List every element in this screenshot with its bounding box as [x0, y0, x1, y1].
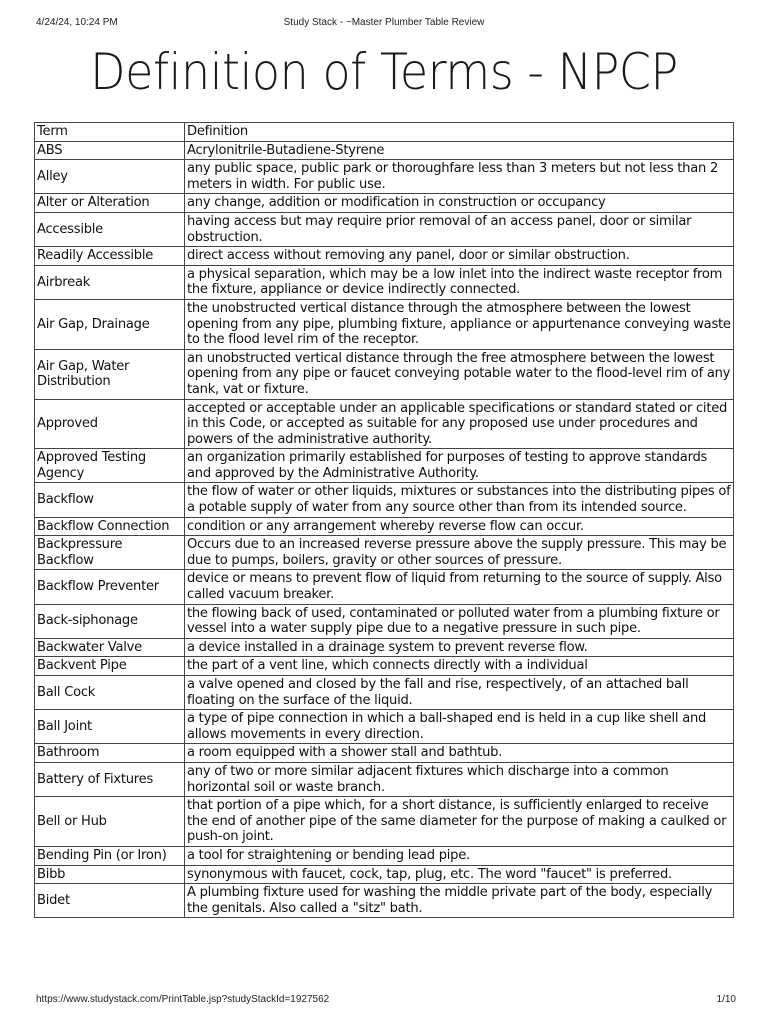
- table-row: [35, 247, 734, 266]
- table-row: [35, 744, 734, 763]
- table-row: [35, 797, 734, 847]
- page-title: Definition of Terms - NPCP: [90, 43, 678, 101]
- table-row: [35, 884, 734, 918]
- header-term: Term: [35, 123, 185, 142]
- definition-cell: Occurs due to an increased reverse pressure above the supply pressure. This may be due to pumps, boilers, gravity or other sources of pressure.: [185, 536, 734, 570]
- term-cell: Airbreak: [35, 265, 185, 299]
- header-definition: Definition: [185, 123, 734, 142]
- definition-cell: a physical separation, which may be a low inlet into the indirect waste receptor from the fixture, appliance or device indirectly connected.: [185, 265, 734, 299]
- definition-cell: an organization primarily established for purposes of testing to approve standards and approved by the Administrative Authority.: [185, 449, 734, 483]
- definition-cell: Acrylonitrile-Butadiene-Styrene: [185, 141, 734, 160]
- table-row: [35, 710, 734, 744]
- definition-cell: any change, addition or modification in construction or occupancy: [185, 194, 734, 213]
- term-cell: Battery of Fixtures: [35, 762, 185, 796]
- term-cell: Bell or Hub: [35, 797, 185, 847]
- term-cell: Approved: [35, 399, 185, 449]
- page-url: https://www.studystack.com/PrintTable.jsp?studyStackId=1927562: [36, 994, 330, 1005]
- term-cell: Backflow: [35, 483, 185, 517]
- table-row: [35, 604, 734, 638]
- table-row: [35, 349, 734, 399]
- terms-table: [34, 122, 734, 918]
- table-row: [35, 536, 734, 570]
- table-row: [35, 141, 734, 160]
- definition-cell: A plumbing fixture used for washing the middle private part of the body, especially the genitals. Also called a "sitz" bath.: [185, 884, 734, 918]
- table-row: [35, 483, 734, 517]
- term-cell: Accessible: [35, 212, 185, 246]
- table-row: [35, 194, 734, 213]
- definition-cell: synonymous with faucet, cock, tap, plug, etc. The word "faucet" is preferred.: [185, 865, 734, 884]
- table-row: [35, 638, 734, 657]
- term-cell: Ball Joint: [35, 710, 185, 744]
- table-row: [35, 449, 734, 483]
- page-number: 1/10: [716, 994, 736, 1005]
- term-cell: Approved Testing Agency: [35, 449, 185, 483]
- term-cell: Back-siphonage: [35, 604, 185, 638]
- definition-cell: an unobstructed vertical distance through the free atmosphere between the lowest opening from any pipe or faucet conveying potable water to the flood-level rim of any tank, vat or fixture.: [185, 349, 734, 399]
- definition-cell: the flow of water or other liquids, mixtures or substances into the distributing pipes of a potable supply of water from any source other than from its intended source.: [185, 483, 734, 517]
- table-row: [35, 846, 734, 865]
- table-row: [35, 865, 734, 884]
- definition-cell: direct access without removing any panel, door or similar obstruction.: [185, 247, 734, 266]
- definition-cell: accepted or acceptable under an applicable specifications or standard stated or cited in this Code, or accepted as suitable for any proposed use under procedures and powers of the administrative authority.: [185, 399, 734, 449]
- definition-cell: a room equipped with a shower stall and bathtub.: [185, 744, 734, 763]
- definition-cell: any public space, public park or thoroughfare less than 3 meters but not less than 2 meters in width. For public use.: [185, 160, 734, 194]
- definition-cell: device or means to prevent flow of liquid from returning to the source of supply. Also called vacuum breaker.: [185, 570, 734, 604]
- term-cell: Bathroom: [35, 744, 185, 763]
- definition-cell: a device installed in a drainage system to prevent reverse flow.: [185, 638, 734, 657]
- table-header-row: [35, 123, 734, 142]
- table-row: [35, 570, 734, 604]
- print-page-title: Study Stack - ~Master Plumber Table Review: [283, 17, 485, 28]
- print-footer: [0, 994, 768, 1008]
- term-cell: Ball Cock: [35, 676, 185, 710]
- term-cell: Bibb: [35, 865, 185, 884]
- definition-cell: the part of a vent line, which connects directly with a individual: [185, 657, 734, 676]
- table-row: [35, 517, 734, 536]
- term-cell: Backflow Preventer: [35, 570, 185, 604]
- table-row: [35, 265, 734, 299]
- term-cell: Alter or Alteration: [35, 194, 185, 213]
- definition-cell: the flowing back of used, contaminated or polluted water from a plumbing fixture or vessel into a water supply pipe due to a negative pressure in such pipe.: [185, 604, 734, 638]
- term-cell: Backwater Valve: [35, 638, 185, 657]
- term-cell: Backvent Pipe: [35, 657, 185, 676]
- table-row: [35, 657, 734, 676]
- term-cell: Bending Pin (or Iron): [35, 846, 185, 865]
- term-cell: Air Gap, Water Distribution: [35, 349, 185, 399]
- definition-cell: a type of pipe connection in which a ball-shaped end is held in a cup like shell and allows movements in every direction.: [185, 710, 734, 744]
- print-datetime: 4/24/24, 10:24 PM: [36, 17, 118, 28]
- table-row: [35, 399, 734, 449]
- term-cell: Bidet: [35, 884, 185, 918]
- definition-cell: condition or any arrangement whereby reverse flow can occur.: [185, 517, 734, 536]
- term-cell: Alley: [35, 160, 185, 194]
- table-row: [35, 762, 734, 796]
- definition-cell: a tool for straightening or bending lead pipe.: [185, 846, 734, 865]
- term-cell: Backflow Connection: [35, 517, 185, 536]
- table-row: [35, 160, 734, 194]
- definition-cell: the unobstructed vertical distance through the atmosphere between the lowest opening from any pipe, plumbing fixture, appliance or appurtenance conveying waste to the flood level rim of the receptor.: [185, 299, 734, 349]
- definition-cell: any of two or more similar adjacent fixtures which discharge into a common horizontal soil or waste branch.: [185, 762, 734, 796]
- table-row: [35, 299, 734, 349]
- definition-cell: having access but may require prior removal of an access panel, door or similar obstruction.: [185, 212, 734, 246]
- term-cell: Readily Accessible: [35, 247, 185, 266]
- print-header: [0, 17, 768, 31]
- definition-cell: that portion of a pipe which, for a short distance, is sufficiently enlarged to receive the end of another pipe of the same diameter for the purpose of making a caulked or push-on joint.: [185, 797, 734, 847]
- term-cell: ABS: [35, 141, 185, 160]
- terms-table-body: [35, 123, 734, 918]
- term-cell: Air Gap, Drainage: [35, 299, 185, 349]
- table-row: [35, 676, 734, 710]
- term-cell: Backpressure Backflow: [35, 536, 185, 570]
- table-row: [35, 212, 734, 246]
- definition-cell: a valve opened and closed by the fall and rise, respectively, of an attached ball floating on the surface of the liquid.: [185, 676, 734, 710]
